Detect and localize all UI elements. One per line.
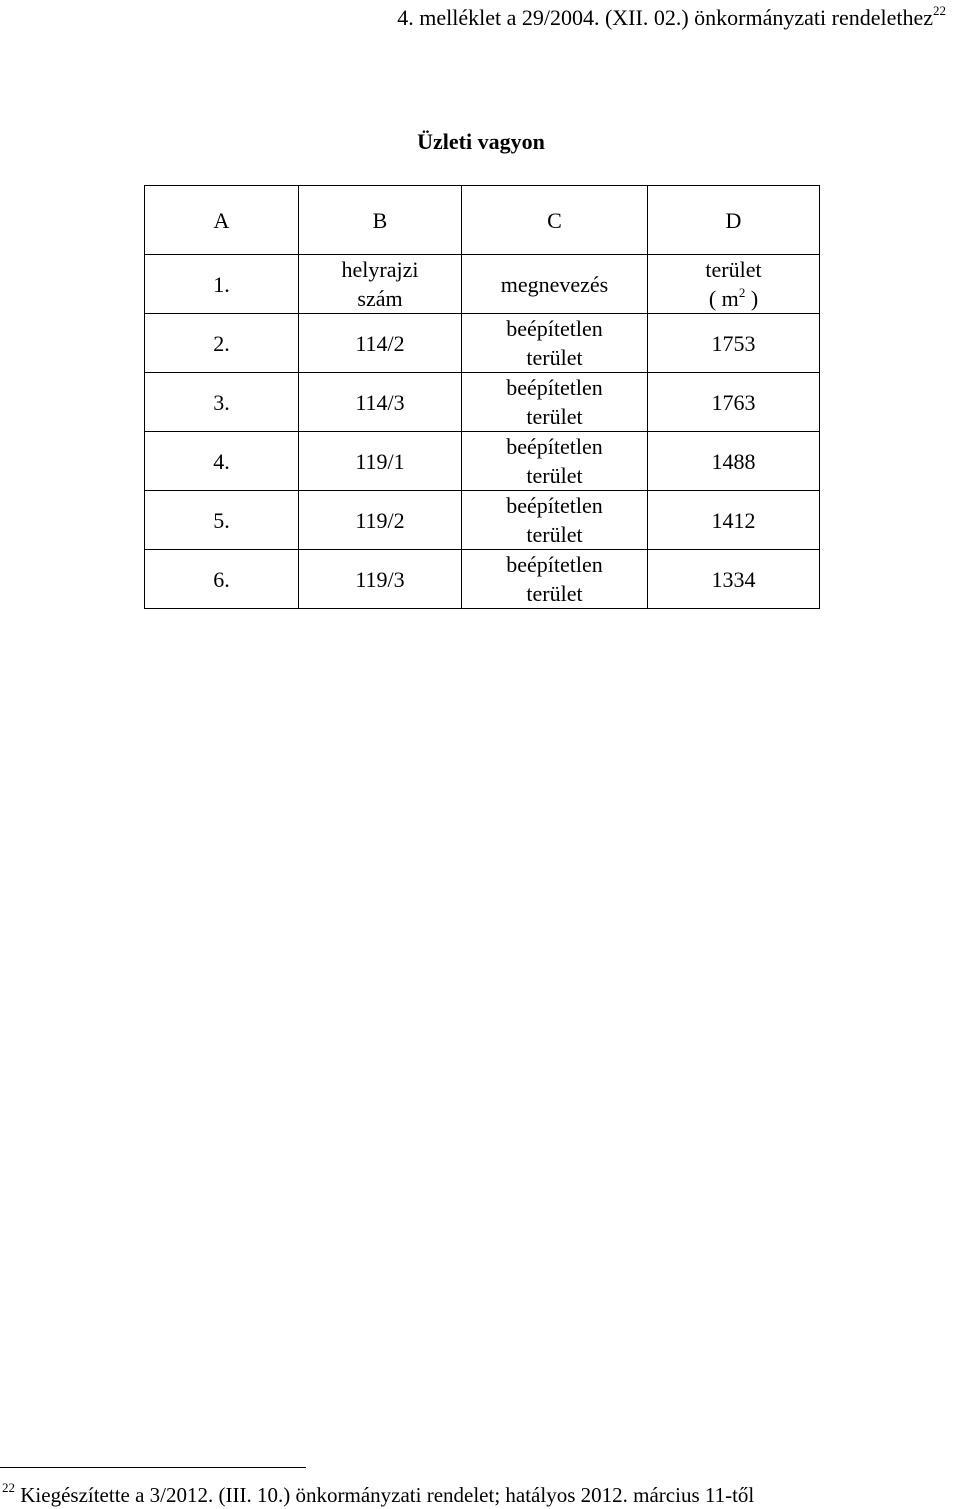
footnote-divider	[0, 1467, 306, 1468]
property-area: 1763	[648, 373, 820, 432]
property-name-line1: beépítetlen	[506, 493, 603, 518]
name-header: megnevezés	[462, 255, 648, 314]
page-title: Üzleti vagyon	[417, 129, 545, 154]
footnote-number: 22	[2, 1480, 15, 1495]
column-letter-b: B	[299, 186, 462, 255]
area-header	[648, 255, 820, 314]
property-name-line2: terület	[526, 345, 583, 370]
parcel-number: 114/2	[299, 314, 462, 373]
column-letter-row	[145, 186, 820, 255]
column-letter-a: A	[145, 186, 299, 255]
footnote	[2, 1482, 754, 1508]
parcel-number-header	[299, 255, 462, 314]
column-letter-c: C	[462, 186, 648, 255]
property-name-line1: beépítetlen	[506, 316, 603, 341]
table-row	[145, 432, 820, 491]
property-name	[462, 373, 648, 432]
table-row	[145, 491, 820, 550]
area-unit-pre: ( m	[708, 286, 739, 311]
property-name	[462, 491, 648, 550]
table-row	[145, 373, 820, 432]
table-row	[145, 314, 820, 373]
property-area: 1412	[648, 491, 820, 550]
footnote-text: Kiegészítette a 3/2012. (III. 10.) önkormányzati rendelet; hatályos 2012. március 11-től	[15, 1483, 755, 1507]
property-name-line1: beépítetlen	[506, 434, 603, 459]
annex-header	[397, 4, 946, 32]
area-unit-sup: 2	[738, 285, 746, 300]
property-name-line2: terület	[526, 522, 583, 547]
property-name-line2: terület	[526, 463, 583, 488]
row-number: 5.	[145, 491, 299, 550]
row-number: 2.	[145, 314, 299, 373]
property-name	[462, 432, 648, 491]
row-number: 3.	[145, 373, 299, 432]
row-number: 4.	[145, 432, 299, 491]
property-name-line1: beépítetlen	[506, 552, 603, 577]
property-area: 1334	[648, 550, 820, 609]
parcel-header-line1: helyrajzi	[341, 257, 419, 282]
parcel-number: 114/3	[299, 373, 462, 432]
row-number: 6.	[145, 550, 299, 609]
property-name	[462, 314, 648, 373]
parcel-number: 119/1	[299, 432, 462, 491]
property-name-line2: terület	[526, 581, 583, 606]
property-name-line2: terület	[526, 404, 583, 429]
property-name-line1: beépítetlen	[506, 375, 603, 400]
property-table	[144, 185, 820, 609]
parcel-header-line2: szám	[357, 286, 403, 311]
table-header-row	[145, 255, 820, 314]
parcel-number: 119/3	[299, 550, 462, 609]
property-name	[462, 550, 648, 609]
property-area: 1488	[648, 432, 820, 491]
parcel-number: 119/2	[299, 491, 462, 550]
footnote-reference[interactable]: 22	[933, 3, 946, 18]
table-row	[145, 550, 820, 609]
column-letter-d: D	[648, 186, 820, 255]
property-area: 1753	[648, 314, 820, 373]
area-header-line1: terület	[705, 257, 762, 282]
area-unit-post: )	[745, 286, 759, 311]
row-number: 1.	[145, 255, 299, 314]
annex-header-text: 4. melléklet a 29/2004. (XII. 02.) önkormányzati rendelethez	[397, 5, 933, 30]
